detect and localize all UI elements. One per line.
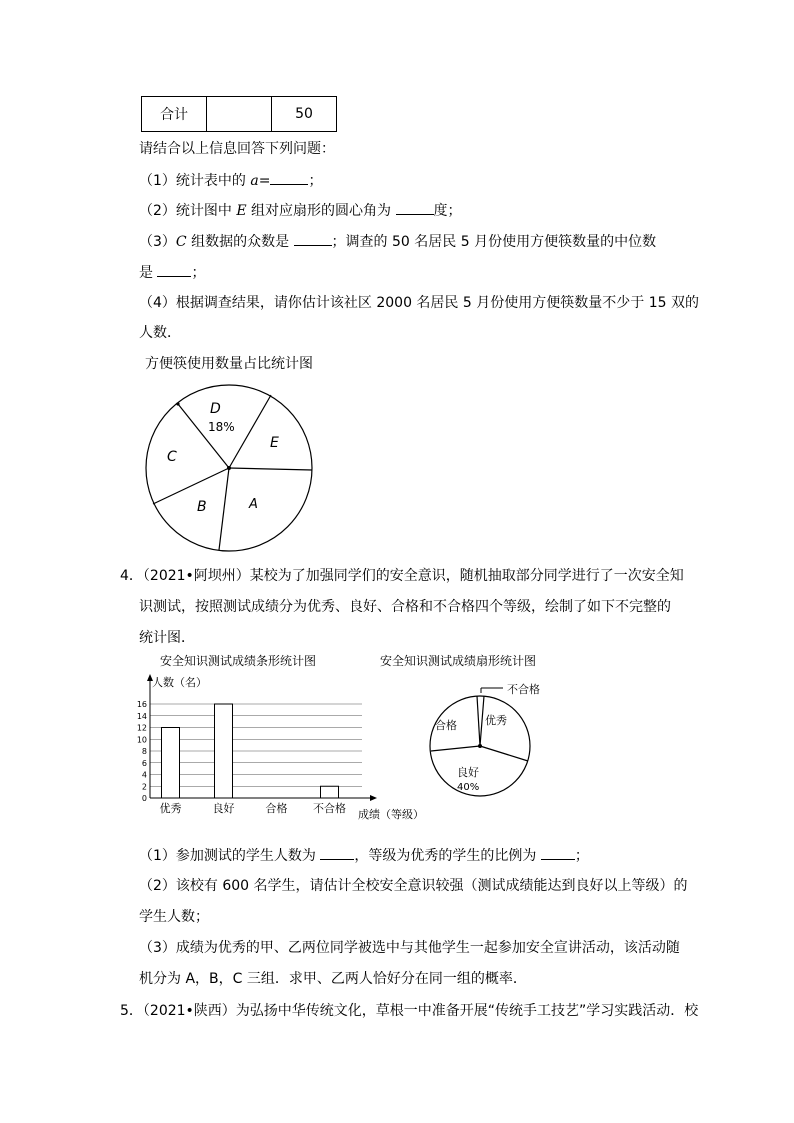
bar <box>215 704 233 798</box>
q4-p1: （1）参加测试的学生人数为 ，等级为优秀的学生的比例为 ； <box>139 845 589 866</box>
answer-blank <box>320 845 354 860</box>
x-tick-label: 合格 <box>265 802 288 815</box>
safety-pie-center <box>478 744 482 748</box>
bar-y-ticks <box>137 700 147 803</box>
answer-blank <box>294 231 332 246</box>
bar-x-labels <box>160 801 347 815</box>
sector-line-de <box>229 395 271 468</box>
bar <box>162 728 180 799</box>
q3-p4-cont: 人数． <box>139 325 181 341</box>
answer-blank <box>157 262 191 277</box>
y-tick-label: 6 <box>141 758 147 768</box>
y-tick-label: 16 <box>136 700 147 709</box>
q4-line-3: 统计图． <box>139 630 195 646</box>
bar-y-label: 人数（名） <box>152 676 207 689</box>
q4-p3-cont: 机分为 A，B，C 三组．求甲、乙两人恰好分在同一组的概率． <box>139 971 527 987</box>
answer-blank <box>270 170 308 185</box>
q5-line: 5．（2021•陕西）为弘扬中华传统文化，草根一中准备开展“传统手工技艺”学习实践活动．校 <box>120 1003 699 1019</box>
sector-line-ab <box>219 468 229 550</box>
pie-label-pass: 合格 <box>435 719 457 732</box>
q3-p3-cont: 是 ； <box>139 262 205 283</box>
x-tick-label: 不合格 <box>313 802 346 815</box>
label-a: A <box>249 497 258 512</box>
label-d-percent: 18% <box>208 420 235 434</box>
pie-center <box>227 466 231 470</box>
q4-p2-cont: 学生人数； <box>139 909 209 925</box>
q4-p3: （3）成绩为优秀的甲、乙两位同学被选中与其他学生一起参加安全宣讲活动，该活动随 <box>139 940 680 956</box>
q4-line-1: 4．（2021•阿坝州）某校为了加强同学们的安全意识，随机抽取部分同学进行了一次安全知 <box>120 568 684 584</box>
total-table <box>141 96 337 132</box>
pie-label-excellent: 优秀 <box>485 714 507 727</box>
x-tick-label: 优秀 <box>159 802 182 815</box>
x-tick-label: 良好 <box>212 802 235 815</box>
safety-bar-chart <box>130 648 424 838</box>
y-tick-label: 2 <box>141 782 147 792</box>
label-c: C <box>167 449 177 465</box>
label-e: E <box>270 435 279 451</box>
safety-pie-chart <box>380 648 575 798</box>
bar-chart-title: 安全知识测试成绩条形统计图 <box>160 654 317 668</box>
y-tick-label: 10 <box>136 735 147 745</box>
chopsticks-pie-chart <box>140 385 320 560</box>
pie-label-unqualified: 不合格 <box>507 683 540 696</box>
table-cell-empty <box>207 97 272 132</box>
pie-point <box>176 402 179 405</box>
sector-line <box>480 746 528 761</box>
label-d: D <box>210 401 221 417</box>
q4-line-2: 识测试，按照测试成绩分为优秀、良好、合格和不合格四个等级，绘制了如下不完整的 <box>139 599 671 615</box>
table-cell-total: 50 <box>272 97 337 132</box>
sector-line-ea <box>229 468 312 470</box>
y-tick-label: 14 <box>136 711 147 721</box>
table-cell-label: 合计 <box>142 97 207 132</box>
q4-p2: （2）该校有 600 名学生，请估计全校安全意识较强（测试成绩能达到良好以上等级）的 <box>139 878 688 894</box>
y-tick-label: 4 <box>141 770 147 780</box>
q3-p3: （3）C 组数据的众数是 ；调查的 50 名居民 5 月份使用方便筷数量的中位数 <box>139 231 656 252</box>
pie-label-good: 良好 <box>457 766 479 779</box>
q3-p2: （2）统计图中 E 组对应扇形的圆心角为 度； <box>139 200 462 221</box>
sector-line <box>431 746 480 751</box>
pie-title: 方便筷使用数量占比统计图 <box>145 356 313 372</box>
q3-p1: （1）统计表中的 a= ； <box>139 170 322 191</box>
y-tick-label: 0 <box>141 794 147 803</box>
bar <box>321 786 339 798</box>
q3-p4: （4）根据调查结果，请你估计该社区 2000 名居民 5 月份使用方便筷数量不少于 15 双的 <box>139 295 699 311</box>
sector-line-bc <box>153 468 229 504</box>
answer-blank <box>396 200 434 215</box>
bar-x-label: 成绩（等级） <box>358 808 424 821</box>
pie-chart-title: 安全知识测试成绩扇形统计图 <box>380 654 537 668</box>
sector-line-cd <box>178 404 229 468</box>
y-tick-label: 12 <box>136 723 147 733</box>
sector-line <box>477 696 480 746</box>
table-row <box>142 97 337 132</box>
q3-intro: 请结合以上信息回答下列问题： <box>139 141 335 157</box>
pie-label-good-percent: 40% <box>457 782 480 793</box>
x-axis-arrow <box>370 795 377 801</box>
y-tick-label: 8 <box>141 747 147 756</box>
bar-grid <box>150 704 362 786</box>
answer-blank <box>541 845 575 860</box>
label-b: B <box>197 499 207 515</box>
sector-line <box>480 696 484 746</box>
